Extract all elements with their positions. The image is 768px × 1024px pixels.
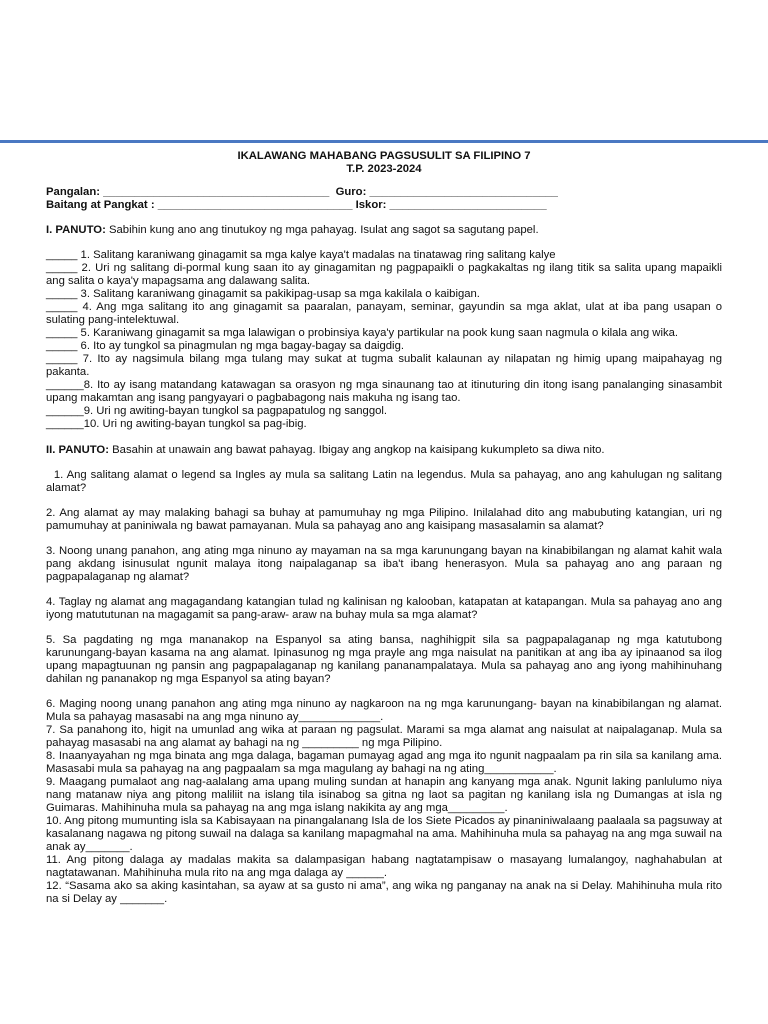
header-rule: [0, 140, 768, 143]
question-7: 7. Sa panahong ito, higit na umunlad ang wika at paraan ng pagsulat. Marami sa mga alamat ang naisulat at naipalaganap. Mula sa pahayag masasabi na ang alamat ay bahagi na ng _________ ng mga Pilipino.: [46, 724, 722, 749]
section1-instruction: [46, 224, 722, 237]
list-item: ______8. Ito ay isang matandang katawagan sa orasyon ng mga sinaunang tao at itinuturing din itong isang panalanging sinasambit upang makamtan ang isang pangyayari o pagbabagong nais makuha ng isang tao.: [46, 379, 722, 404]
exam-page: [46, 150, 726, 906]
grade-score-line: Baitang at Pangkat : _______________________________ Iskor: _________________________: [46, 199, 547, 211]
list-item: _____ 4. Ang mga salitang ito ang ginagamit sa paaralan, panayam, seminar, gayundin sa mga aklat, ulat at iba pang usapan o sulating pang-intelektuwal.: [46, 301, 722, 326]
question-3: 3. Noong unang panahon, ang ating mga ninuno ay mayaman na sa mga karunungang bayan na kinabibilangan ng alamat kahit wala pang akdang isinusulat ngunit malaya itong naipalaganap sa iba't ibang henerasyon. Mula sa pahayag ano ang paraan ng pagpapalaganap ng alamat?: [46, 545, 722, 583]
section1-items: [46, 249, 722, 431]
list-item: _____ 5. Karaniwang ginagamit sa mga lalawigan o probinsiya kaya'y partikular na pook kung saan nagmula o kilala ang wika.: [46, 327, 679, 339]
student-fields: [46, 186, 722, 212]
list-item: ______9. Uri ng awiting-bayan tungkol sa pagpapatulog ng sanggol.: [46, 405, 388, 417]
section2-text: Basahin at unawain ang bawat pahayag. Ibigay ang angkop na kaisipang kukumpleto sa diwa nito.: [108, 444, 605, 456]
question-5: 5. Sa pagdating ng mga mananakop na Espanyol sa ating bansa, naghihigpit sila sa pagpapalaganap ng mga katutubong karunungang-bayan kasama na ang alamat. Ipinasunog ng mga prayle ang mga naisulat na panitikan at ang iba ay ipinaanod sa ilog upang mapagtuunan ng pansin ang pagpapalaganap ng kanilang pananampalataya. Mula sa pahayag ano ang iyong mahihinuhang dahilan ng pananakop ng mga Espanyol sa ating bayan?: [46, 634, 722, 685]
section1-label: I. PANUTO:: [46, 224, 106, 236]
question-4: 4. Taglay ng alamat ang magagandang katangian tulad ng kalinisan ng kalooban, katapatan at katapangan. Mula sa pahayag ano ang iyong matututunan na magagamit sa pang-araw- araw na buhay mula sa mga alamat?: [46, 596, 722, 621]
list-item: _____ 1. Salitang karaniwang ginagamit sa mga kalye kaya't madalas na tinatawag ring salitang kalye: [46, 249, 556, 261]
exam-title: IKALAWANG MAHABANG PAGSUSULIT SA FILIPINO 7: [237, 150, 531, 162]
school-year: T.P. 2023-2024: [346, 163, 422, 175]
section2-instruction: [46, 444, 722, 457]
question-2: 2. Ang alamat ay may malaking bahagi sa buhay at pamumuhay ng mga Pilipino. Inilalahad dito ang mabubuting katangian, uri ng pamumuhay at paniniwala ng bawat pamayanan. Mula sa pahayag ano ang kaisipang masasalamin sa alamat?: [46, 507, 722, 532]
question-6: 6. Maging noong unang panahon ang ating mga ninuno ay nagkaroon na ng mga karunungang- bayan na kinabibilangan ng alamat. Mula sa pahayag masasabi na ang mga ninuno ay_____________.: [46, 698, 722, 723]
question-8: 8. Inaanyayahan ng mga binata ang mga dalaga, bagaman pumayag agad ang mga ito ngunit nagpaalam pa rin sila sa kanilang ama. Masasabi mula sa pahayag na ang pagpaalam sa mga magulang ay bahagi na ng ating___________.: [46, 750, 722, 775]
list-item: ______10. Uri ng awiting-bayan tungkol sa pag-ibig.: [46, 418, 307, 430]
list-item: _____ 3. Salitang karaniwang ginagamit sa pakikipag-usap sa mga kakilala o kaibigan.: [46, 288, 480, 300]
question-12: 12. “Sasama ako sa aking kasintahan, sa ayaw at sa gusto ni ama”, ang wika ng panganay na anak na si Delay. Mahihinuha mula rito na si Delay ay _______.: [46, 880, 722, 905]
list-item: _____ 7. Ito ay nagsimula bilang mga tulang may sukat at tugma subalit kalaunan ay nilapatan ng himig upang maipahayag ng pakanta.: [46, 353, 722, 378]
question-1: 1. Ang salitang alamat o legend sa Ingles ay mula sa salitang Latin na legendus. Mula sa pahayag, ano ang kahulugan ng salitang alamat?: [46, 469, 726, 494]
list-item: _____ 6. Ito ay tungkol sa pinagmulan ng mga bagay-bagay sa daigdig.: [46, 340, 404, 352]
question-9: 9. Maagang pumalaot ang nag-aalalang ama upang muling sundan at hanapin ang kanyang mga anak. Ngunit laking panlulumo niya nang matanaw niya ang pitong maliliit na islang tila isinabog sa gitna ng laot sa pagitan ng kanilang isla ng Dumangas at isla ng Guimaras. Mahihinuha mula sa pahayag na ang mga islang nakikita ay ang mga_________.: [46, 776, 722, 814]
list-item: _____ 2. Uri ng salitang di-pormal kung saan ito ay ginagamitan ng pagpapaikli o pagkakaltas ng ilang titik sa salita upang mapaikli ang salita o kaya'y mapagsama ang dalawang salita.: [46, 262, 722, 287]
question-10: 10. Ang pitong mumunting isla sa Kabisayaan na pinangalanang Isla de los Siete Picados ay pinaniniwalaang paalaala sa pagsuway at kasalanang nagawa ng pitong suwail na dalaga sa kanilang mapagmahal na ama. Mahihinuha mula sa pahayag na ang mga suwail na anak ay_______.: [46, 815, 722, 853]
name-teacher-line: Pangalan: ____________________________________ Guro: ______________________________: [46, 186, 558, 198]
question-11: 11. Ang pitong dalaga ay madalas makita sa dalampasigan habang nagtatampisaw o masayang lumalangoy, naghahabulan at nagtatawanan. Mahihinuha mula rito na ang mga dalaga ay ______.: [46, 854, 722, 879]
section2-label: II. PANUTO:: [46, 444, 109, 456]
section1-text: Sabihin kung ano ang tinutukoy ng mga pahayag. Isulat ang sagot sa sagutang papel.: [105, 224, 539, 236]
